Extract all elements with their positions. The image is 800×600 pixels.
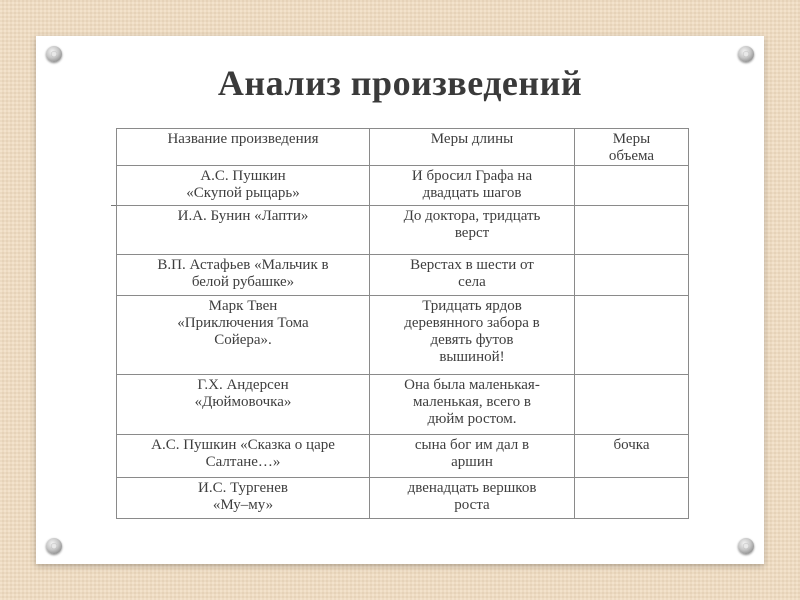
cell-volume [575, 166, 689, 206]
cell-length: И бросил Графа на двадцать шагов [370, 166, 575, 206]
cell-work: Г.Х. Андерсен «Дюймовочка» [117, 375, 370, 435]
table-row [117, 435, 689, 478]
pin-icon [46, 46, 62, 62]
table-header-row [117, 129, 689, 166]
cell-length: Верстах в шести от села [370, 255, 575, 296]
slide-card [36, 36, 764, 564]
header-volume-measures: Меры объема [575, 129, 689, 166]
table-row [117, 206, 689, 255]
pin-icon [738, 46, 754, 62]
cell-volume [575, 255, 689, 296]
table-row [117, 478, 689, 519]
cell-volume [575, 478, 689, 519]
cell-work: И.А. Бунин «Лапти» [117, 206, 370, 255]
header-length-measures: Меры длины [370, 129, 575, 166]
cell-work: А.С. Пушкин «Скупой рыцарь» [117, 166, 370, 206]
cell-volume [575, 375, 689, 435]
cell-length: сына бог им дал в аршин [370, 435, 575, 478]
cell-volume [575, 296, 689, 375]
cell-length: До доктора, тридцать верст [370, 206, 575, 255]
cell-work: В.П. Астафьев «Мальчик в белой рубашке» [117, 255, 370, 296]
cell-work: А.С. Пушкин «Сказка о царе Салтане…» [117, 435, 370, 478]
cell-work: И.С. Тургенев «Му–му» [117, 478, 370, 519]
cell-volume: бочка [575, 435, 689, 478]
cell-length: двенадцать вершков роста [370, 478, 575, 519]
table-row [117, 255, 689, 296]
table-row [117, 375, 689, 435]
table-row [117, 296, 689, 375]
cell-volume [575, 206, 689, 255]
slide-title: Анализ произведений [217, 63, 583, 103]
cell-length: Тридцать ярдов деревянного забора в девять футов вышиной! [370, 296, 575, 375]
cell-length: Она была маленькая- маленькая, всего в дюйм ростом. [370, 375, 575, 435]
pin-icon [738, 538, 754, 554]
cell-work: Марк Твен «Приключения Тома Сойера». [117, 296, 370, 375]
table-row [117, 166, 689, 206]
works-table [116, 128, 689, 519]
header-work-title: Название произведения [117, 129, 370, 166]
pin-icon [46, 538, 62, 554]
